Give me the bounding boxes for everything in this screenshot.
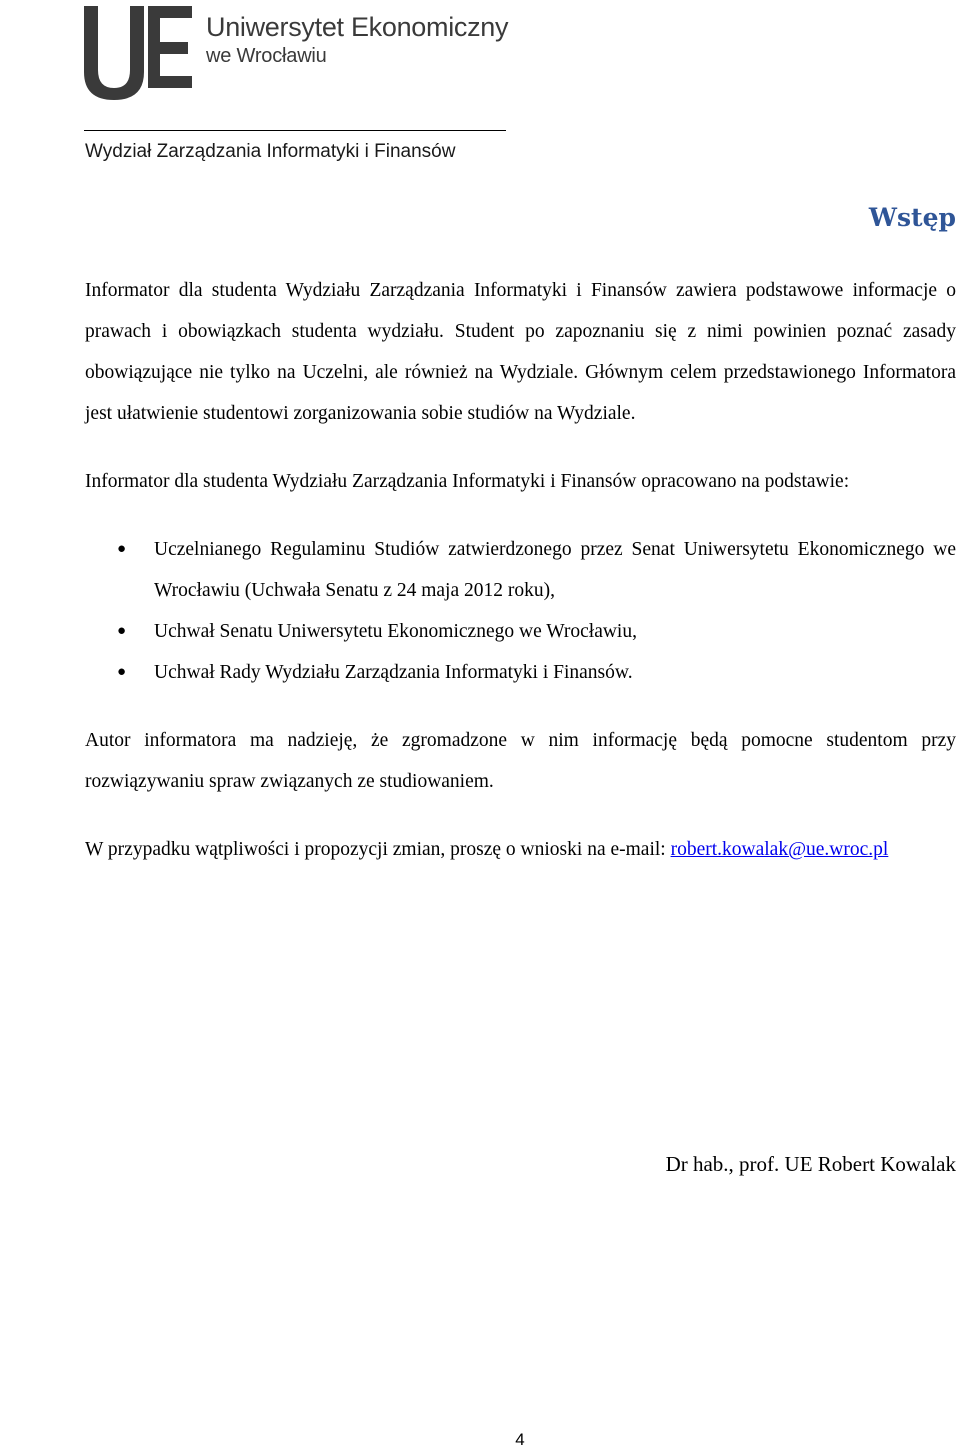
author-signature: Dr hab., prof. UE Robert Kowalak bbox=[665, 1152, 956, 1176]
list-item-text: Uchwał Rady Wydziału Zarządzania Informatyki i Finansów. bbox=[154, 662, 633, 683]
faculty-name: Wydział Zarządzania Informatyki i Finansów bbox=[85, 141, 456, 162]
basis-paragraph: Informator dla studenta Wydziału Zarządzania Informatyki i Finansów opracowano na podstawie: bbox=[85, 471, 850, 492]
university-name-line2: we Wrocławiu bbox=[206, 45, 327, 67]
university-name bbox=[206, 14, 508, 66]
hope-paragraph: Autor informatora ma nadzieję, że zgromadzone w nim informację będą pomocne studentom przy rozwiązywaniu spraw związanych ze studiowaniem. bbox=[85, 730, 956, 792]
bullet-icon: ● bbox=[117, 664, 127, 680]
list-item bbox=[85, 611, 956, 652]
contact-text: W przypadku wątpliwości i propozycji zmian, proszę o wnioski na e-mail: bbox=[85, 839, 666, 860]
intro-paragraph: Informator dla studenta Wydziału Zarządzania Informatyki i Finansów zawiera podstawowe informacje o prawach i obowiązkach studenta wydziału. Student po zapoznaniu się z nimi powinien poznać zasady obowiązujące nie tylko na Uczelni, ale również na Wydziale. Głównym celem przedstawionego Informatora jest ułatwienie studentowi zorganizowania sobie studiów na Wydziale. bbox=[85, 280, 956, 424]
basis-list bbox=[85, 529, 956, 693]
university-name-line1: Uniwersytet Ekonomiczny bbox=[206, 12, 509, 42]
ue-logo-icon bbox=[84, 4, 196, 100]
bullet-icon: ● bbox=[117, 623, 127, 639]
header-divider bbox=[84, 130, 506, 131]
page-number: 4 bbox=[515, 1430, 525, 1449]
bullet-icon: ● bbox=[117, 541, 127, 557]
list-item-text: Uczelnianego Regulaminu Studiów zatwierdzonego przez Senat Uniwersytetu Ekonomicznego we Wrocławiu (Uchwała Senatu z 24 maja 2012 roku), bbox=[154, 539, 956, 601]
list-item bbox=[85, 652, 956, 693]
section-title: Wstęp bbox=[868, 203, 956, 232]
list-item bbox=[85, 529, 956, 611]
list-item-text: Uchwał Senatu Uniwersytetu Ekonomicznego we Wrocławiu, bbox=[154, 621, 637, 642]
document-body bbox=[85, 270, 956, 870]
contact-paragraph bbox=[85, 829, 956, 870]
email-link[interactable]: robert.kowalak@ue.wroc.pl bbox=[670, 839, 889, 860]
